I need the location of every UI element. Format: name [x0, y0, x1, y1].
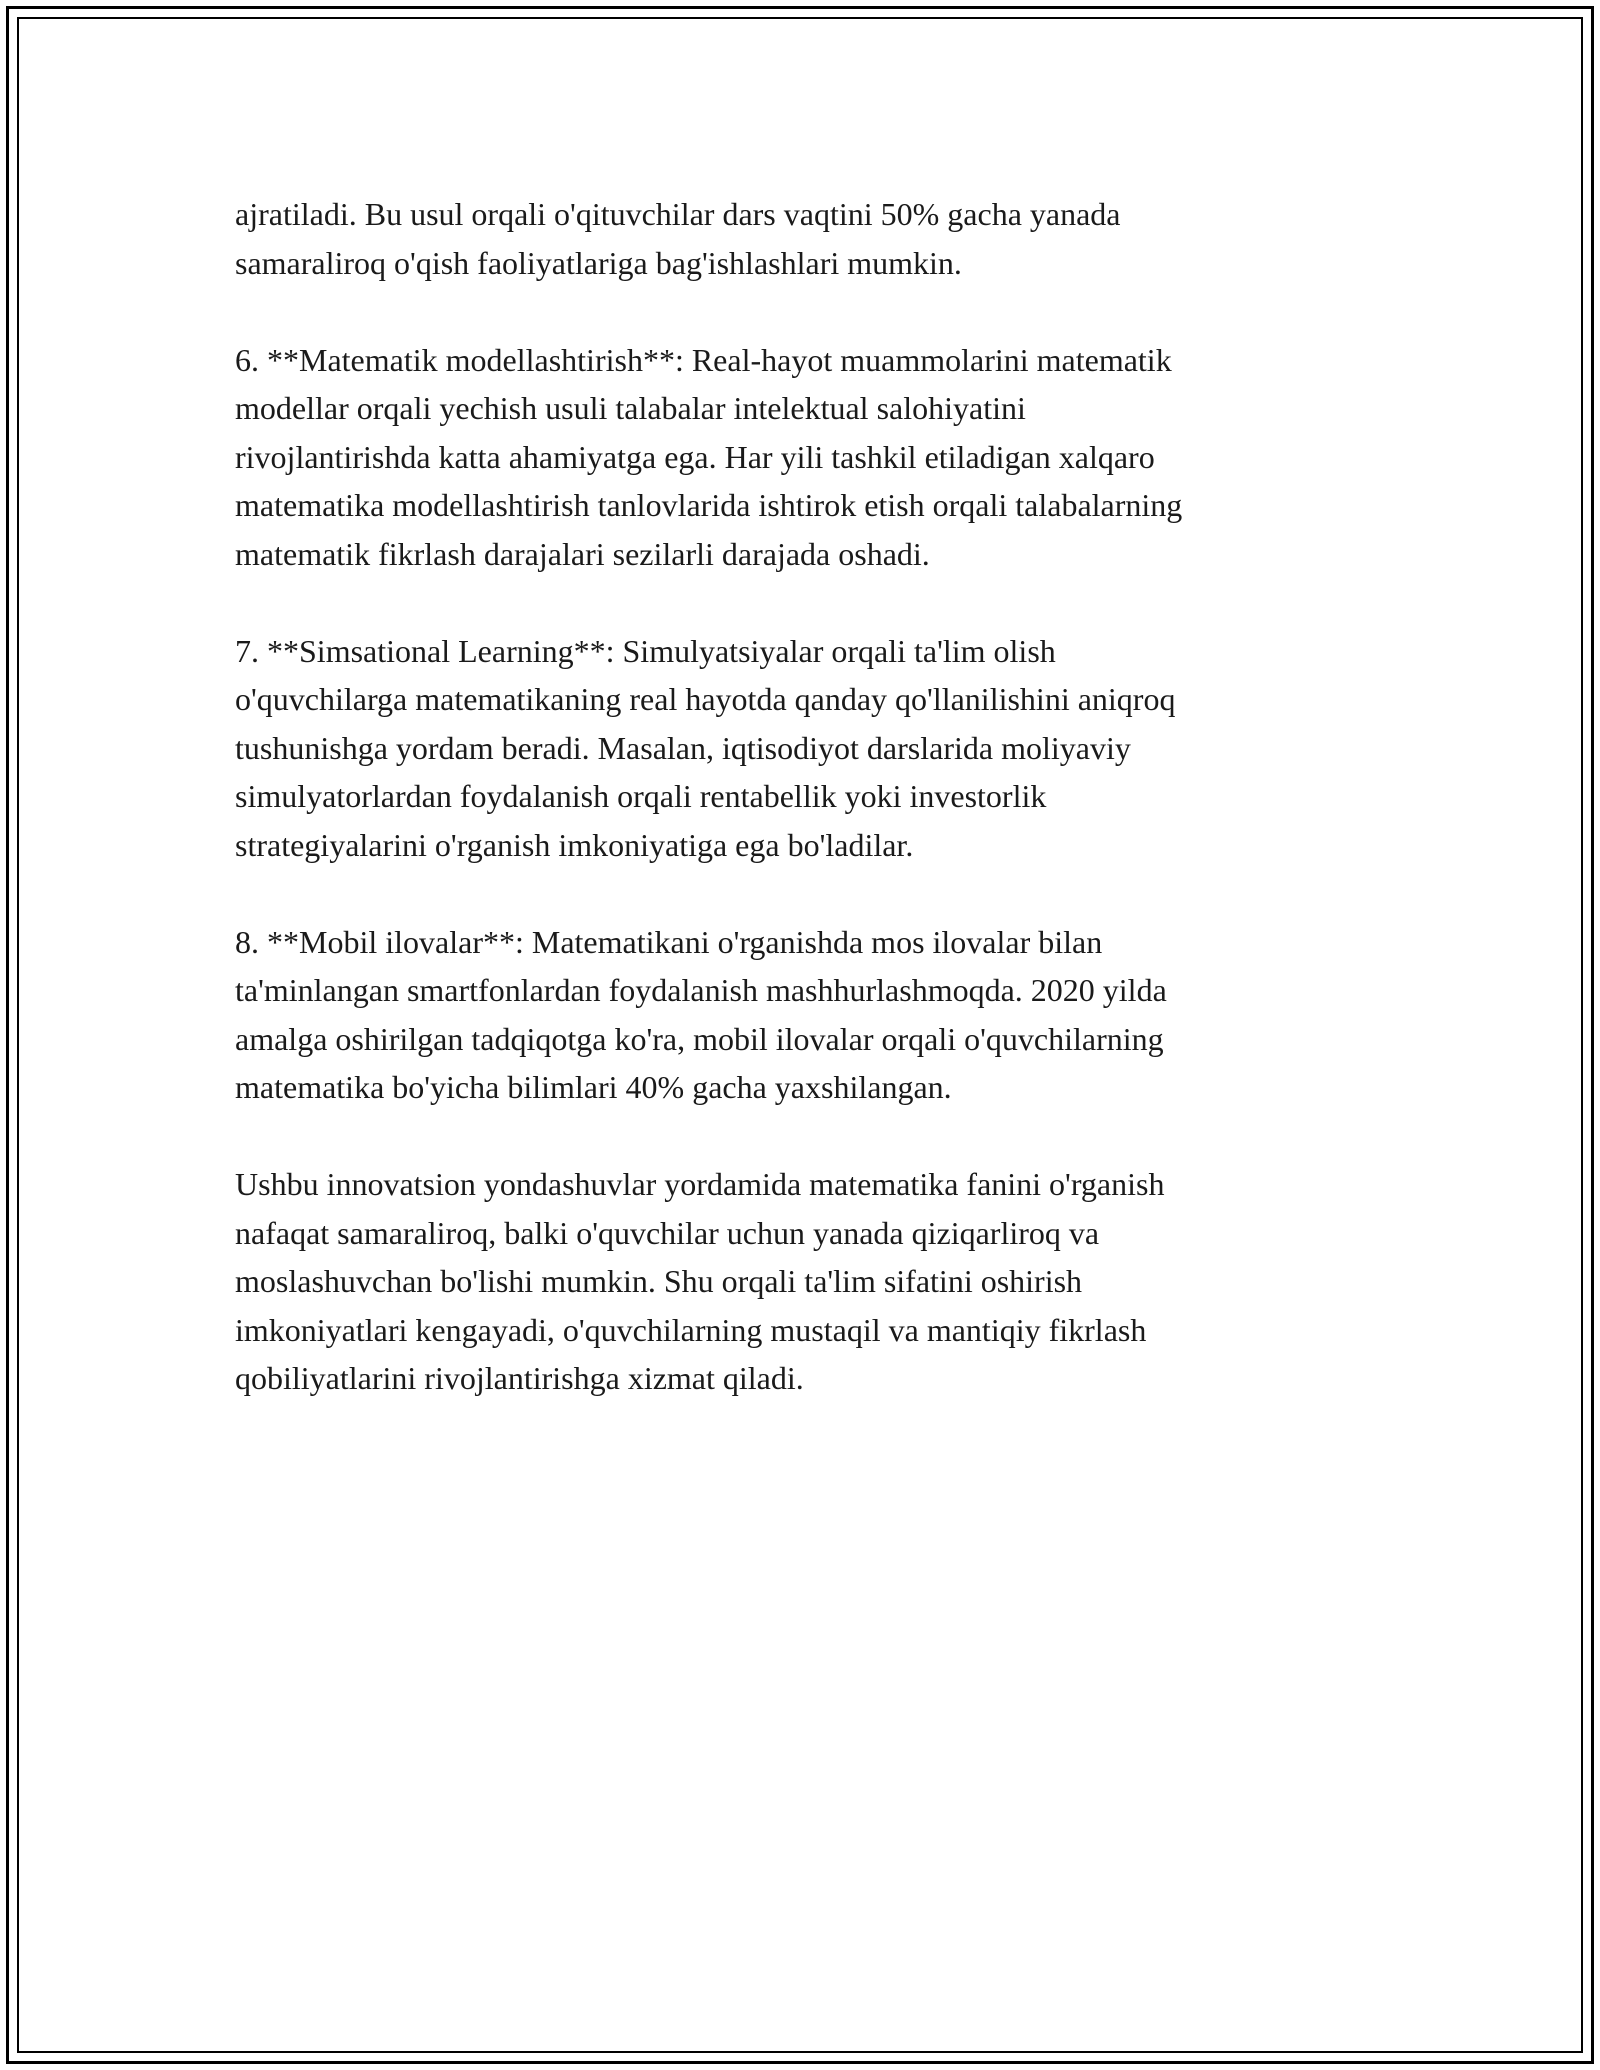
text-line: 7. **Simsational Learning**: Simulyatsiyalar orqali ta'lim olish: [235, 632, 1056, 669]
paragraph-conclusion: [235, 1160, 1365, 1403]
text-line: matematika bo'yicha bilimlari 40% gacha yaxshilangan.: [235, 1069, 952, 1105]
text-line: matematika modellashtirish tanlovlarida ishtirok etish orqali talabalarning: [235, 487, 1183, 523]
paragraph-intro-continuation: [235, 190, 1365, 287]
document-body: [235, 190, 1365, 1451]
text-line: simulyatorlardan foydalanish orqali rentabellik yoki investorlik: [235, 778, 1047, 814]
paragraph-item-8: [235, 918, 1365, 1112]
text-line: 6. **Matematik modellashtirish**: Real-hayot muammolarini matematik: [235, 341, 1172, 378]
text-line: imkoniyatlari kengayadi, o'quvchilarning mustaqil va mantiqiy fikrlash: [235, 1311, 1147, 1348]
text-line: 8. **Mobil ilovalar**: Matematikani o'rganishda mos ilovalar bilan: [235, 923, 1103, 960]
paragraph-item-6: [235, 336, 1365, 579]
text-line: moslashuvchan bo'lishi mumkin. Shu orqali ta'lim sifatini oshirish: [235, 1263, 1083, 1299]
paragraph-item-7: [235, 627, 1365, 870]
text-line: Ushbu innovatsion yondashuvlar yordamida matematika fanini o'rganish: [235, 1166, 1165, 1202]
text-line: samaraliroq o'qish faoliyatlariga bag'ishlashlari mumkin.: [235, 244, 962, 281]
text-line: rivojlantirishda katta ahamiyatga ega. Har yili tashkil etiladigan xalqaro: [235, 438, 1155, 475]
text-line: nafaqat samaraliroq, balki o'quvchilar uchun yanada qiziqarliroq va: [235, 1214, 1100, 1251]
text-line: amalga oshirilgan tadqiqotga ko'ra, mobil ilovalar orqali o'quvchilarning: [235, 1020, 1164, 1057]
text-line: ajratiladi. Bu usul orqali o'qituvchilar dars vaqtini 50% gacha yanada: [235, 196, 1121, 232]
text-line: strategiyalarini o'rganish imkoniyatiga ega bo'ladilar.: [235, 826, 914, 863]
text-line: qobiliyatlarini rivojlantirishga xizmat qiladi.: [235, 1360, 804, 1396]
text-line: o'quvchilarga matematikaning real hayotda qanday qo'llanilishini aniqroq: [235, 681, 1176, 717]
text-line: modellar orqali yechish usuli talabalar intelektual salohiyatini: [235, 390, 1026, 426]
text-line: tushunishga yordam beradi. Masalan, iqtisodiyot darslarida moliyaviy: [235, 729, 1131, 766]
text-line: matematik fikrlash darajalari sezilarli darajada oshadi.: [235, 535, 930, 572]
text-line: ta'minlangan smartfonlardan foydalanish mashhurlashmoqda. 2020 yilda: [235, 972, 1167, 1008]
